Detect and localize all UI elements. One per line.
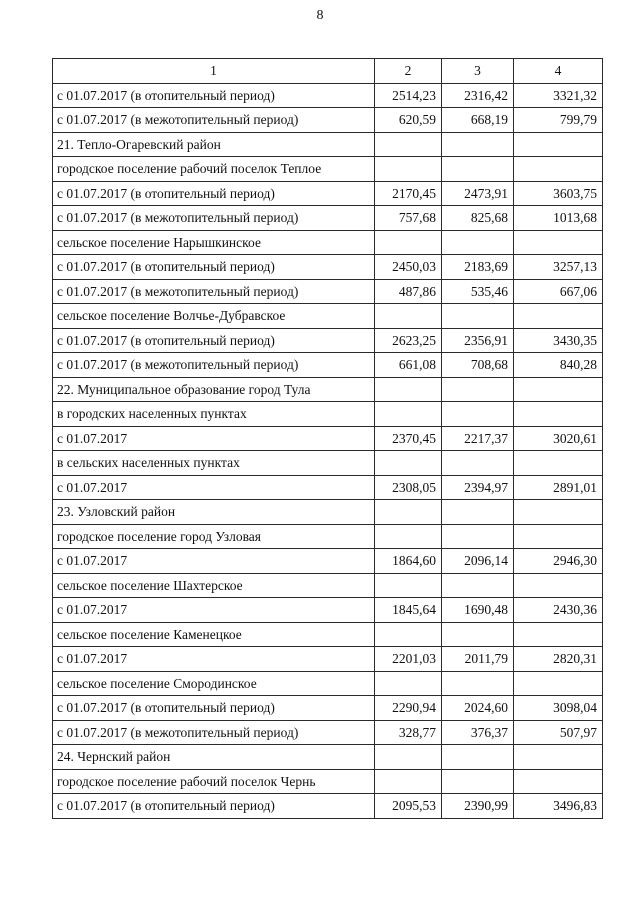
- row-label-cell: с 01.07.2017: [53, 598, 375, 623]
- header-cell-3: 3: [442, 59, 514, 84]
- row-label-cell: с 01.07.2017 (в межотопительный период): [53, 108, 375, 133]
- row-value-cell-3: 2096,14: [442, 549, 514, 574]
- row-value-cell-2: 1845,64: [375, 598, 442, 623]
- row-label-cell: городское поселение рабочий поселок Теплое: [53, 157, 375, 182]
- row-value-cell-3: 708,68: [442, 353, 514, 378]
- row-label-cell: с 01.07.2017 (в межотопительный период): [53, 720, 375, 745]
- row-value-cell-3: [442, 745, 514, 770]
- row-value-cell-4: 2891,01: [514, 475, 603, 500]
- page-number: 8: [316, 8, 324, 23]
- table-row: [53, 206, 603, 231]
- row-label-cell: с 01.07.2017: [53, 426, 375, 451]
- row-value-cell-2: [375, 769, 442, 794]
- row-value-cell-4: [514, 402, 603, 427]
- table-row: [53, 402, 603, 427]
- row-value-cell-3: 2183,69: [442, 255, 514, 280]
- table-row: [53, 500, 603, 525]
- row-label-cell: с 01.07.2017 (в отопительный период): [53, 696, 375, 721]
- row-value-cell-4: [514, 157, 603, 182]
- row-value-cell-3: [442, 573, 514, 598]
- row-label-cell: сельское поселение Волчье-Дубравское: [53, 304, 375, 329]
- row-label-cell: 22. Муниципальное образование город Тула: [53, 377, 375, 402]
- row-value-cell-4: [514, 230, 603, 255]
- row-value-cell-2: [375, 573, 442, 598]
- row-value-cell-4: [514, 745, 603, 770]
- row-value-cell-4: 507,97: [514, 720, 603, 745]
- table-row: [53, 157, 603, 182]
- row-value-cell-4: 3496,83: [514, 794, 603, 819]
- table-row: [53, 328, 603, 353]
- table-row: [53, 83, 603, 108]
- header-cell-1: 1: [53, 59, 375, 84]
- table-row: [53, 304, 603, 329]
- row-label-cell: с 01.07.2017 (в межотопительный период): [53, 353, 375, 378]
- row-value-cell-2: 328,77: [375, 720, 442, 745]
- row-label-cell: 21. Тепло-Огаревский район: [53, 132, 375, 157]
- row-value-cell-4: [514, 573, 603, 598]
- row-label-cell: с 01.07.2017: [53, 475, 375, 500]
- row-value-cell-4: [514, 769, 603, 794]
- row-label-cell: с 01.07.2017 (в межотопительный период): [53, 206, 375, 231]
- row-value-cell-2: [375, 230, 442, 255]
- row-label-cell: в сельских населенных пунктах: [53, 451, 375, 476]
- row-value-cell-4: 3257,13: [514, 255, 603, 280]
- row-value-cell-3: [442, 132, 514, 157]
- header-cell-2: 2: [375, 59, 442, 84]
- row-value-cell-3: 2024,60: [442, 696, 514, 721]
- table-row: [53, 524, 603, 549]
- row-value-cell-4: [514, 500, 603, 525]
- row-label-cell: с 01.07.2017 (в межотопительный период): [53, 279, 375, 304]
- table-row: [53, 769, 603, 794]
- row-label-cell: 23. Узловский район: [53, 500, 375, 525]
- row-value-cell-4: [514, 377, 603, 402]
- row-value-cell-3: 2316,42: [442, 83, 514, 108]
- row-value-cell-3: [442, 622, 514, 647]
- row-value-cell-4: 667,06: [514, 279, 603, 304]
- table-row: [53, 647, 603, 672]
- row-value-cell-4: 2820,31: [514, 647, 603, 672]
- row-value-cell-2: [375, 377, 442, 402]
- row-value-cell-4: [514, 132, 603, 157]
- row-value-cell-3: 2356,91: [442, 328, 514, 353]
- row-value-cell-4: 3321,32: [514, 83, 603, 108]
- table-row: [53, 279, 603, 304]
- row-label-cell: в городских населенных пунктах: [53, 402, 375, 427]
- row-value-cell-3: 2394,97: [442, 475, 514, 500]
- table-row: [53, 573, 603, 598]
- row-value-cell-2: 2370,45: [375, 426, 442, 451]
- table-row: [53, 230, 603, 255]
- row-value-cell-3: [442, 402, 514, 427]
- row-value-cell-4: 3430,35: [514, 328, 603, 353]
- row-value-cell-2: 2290,94: [375, 696, 442, 721]
- row-value-cell-3: 2011,79: [442, 647, 514, 672]
- table-row: [53, 549, 603, 574]
- table-row: [53, 108, 603, 133]
- row-value-cell-2: 2170,45: [375, 181, 442, 206]
- row-label-cell: сельское поселение Каменецкое: [53, 622, 375, 647]
- row-value-cell-3: [442, 769, 514, 794]
- table-row: [53, 132, 603, 157]
- row-value-cell-2: 757,68: [375, 206, 442, 231]
- row-value-cell-4: [514, 524, 603, 549]
- row-label-cell: 24. Чернский район: [53, 745, 375, 770]
- row-value-cell-4: 2946,30: [514, 549, 603, 574]
- row-value-cell-3: 535,46: [442, 279, 514, 304]
- row-label-cell: сельское поселение Шахтерское: [53, 573, 375, 598]
- row-value-cell-2: 2623,25: [375, 328, 442, 353]
- row-value-cell-3: 1690,48: [442, 598, 514, 623]
- row-value-cell-2: 2095,53: [375, 794, 442, 819]
- tariff-table: [52, 58, 603, 819]
- table-row: [53, 794, 603, 819]
- row-value-cell-2: 2514,23: [375, 83, 442, 108]
- row-label-cell: сельское поселение Нарышкинское: [53, 230, 375, 255]
- table-row: [53, 353, 603, 378]
- row-label-cell: сельское поселение Смородинское: [53, 671, 375, 696]
- row-value-cell-2: 2201,03: [375, 647, 442, 672]
- row-value-cell-2: [375, 304, 442, 329]
- row-value-cell-4: [514, 671, 603, 696]
- row-value-cell-3: 2473,91: [442, 181, 514, 206]
- table-row: [53, 181, 603, 206]
- row-value-cell-2: [375, 745, 442, 770]
- row-value-cell-3: [442, 500, 514, 525]
- row-value-cell-2: 487,86: [375, 279, 442, 304]
- row-value-cell-3: 825,68: [442, 206, 514, 231]
- table-row: [53, 255, 603, 280]
- row-value-cell-3: [442, 451, 514, 476]
- row-value-cell-4: 2430,36: [514, 598, 603, 623]
- row-label-cell: с 01.07.2017 (в отопительный период): [53, 328, 375, 353]
- row-value-cell-2: [375, 622, 442, 647]
- table-header-row: [53, 59, 603, 84]
- table-row: [53, 671, 603, 696]
- row-value-cell-2: [375, 524, 442, 549]
- row-value-cell-3: [442, 230, 514, 255]
- row-value-cell-2: [375, 402, 442, 427]
- row-value-cell-3: [442, 377, 514, 402]
- row-value-cell-4: 1013,68: [514, 206, 603, 231]
- row-value-cell-4: [514, 451, 603, 476]
- row-value-cell-2: [375, 157, 442, 182]
- row-value-cell-4: 3098,04: [514, 696, 603, 721]
- row-value-cell-2: [375, 451, 442, 476]
- row-value-cell-2: 2308,05: [375, 475, 442, 500]
- row-value-cell-2: 661,08: [375, 353, 442, 378]
- row-value-cell-3: 376,37: [442, 720, 514, 745]
- row-value-cell-4: 799,79: [514, 108, 603, 133]
- row-value-cell-4: [514, 622, 603, 647]
- row-value-cell-3: 2217,37: [442, 426, 514, 451]
- row-value-cell-3: 668,19: [442, 108, 514, 133]
- row-value-cell-3: 2390,99: [442, 794, 514, 819]
- table-row: [53, 475, 603, 500]
- row-value-cell-2: 620,59: [375, 108, 442, 133]
- row-label-cell: с 01.07.2017 (в отопительный период): [53, 255, 375, 280]
- row-label-cell: с 01.07.2017 (в отопительный период): [53, 83, 375, 108]
- table-row: [53, 622, 603, 647]
- row-value-cell-4: 840,28: [514, 353, 603, 378]
- row-value-cell-4: [514, 304, 603, 329]
- row-value-cell-2: 1864,60: [375, 549, 442, 574]
- row-label-cell: городское поселение рабочий поселок Чернь: [53, 769, 375, 794]
- row-label-cell: с 01.07.2017: [53, 549, 375, 574]
- row-value-cell-3: [442, 304, 514, 329]
- row-value-cell-2: [375, 132, 442, 157]
- table-row: [53, 598, 603, 623]
- table-row: [53, 720, 603, 745]
- row-label-cell: с 01.07.2017: [53, 647, 375, 672]
- row-value-cell-3: [442, 671, 514, 696]
- row-label-cell: городское поселение город Узловая: [53, 524, 375, 549]
- row-value-cell-2: 2450,03: [375, 255, 442, 280]
- row-value-cell-4: 3020,61: [514, 426, 603, 451]
- row-value-cell-3: [442, 524, 514, 549]
- table-row: [53, 377, 603, 402]
- table-row: [53, 696, 603, 721]
- row-value-cell-3: [442, 157, 514, 182]
- table-row: [53, 745, 603, 770]
- row-value-cell-2: [375, 671, 442, 696]
- row-value-cell-2: [375, 500, 442, 525]
- table-body: [53, 83, 603, 818]
- table-row: [53, 426, 603, 451]
- header-cell-4: 4: [514, 59, 603, 84]
- row-label-cell: с 01.07.2017 (в отопительный период): [53, 794, 375, 819]
- table-row: [53, 451, 603, 476]
- row-value-cell-4: 3603,75: [514, 181, 603, 206]
- row-label-cell: с 01.07.2017 (в отопительный период): [53, 181, 375, 206]
